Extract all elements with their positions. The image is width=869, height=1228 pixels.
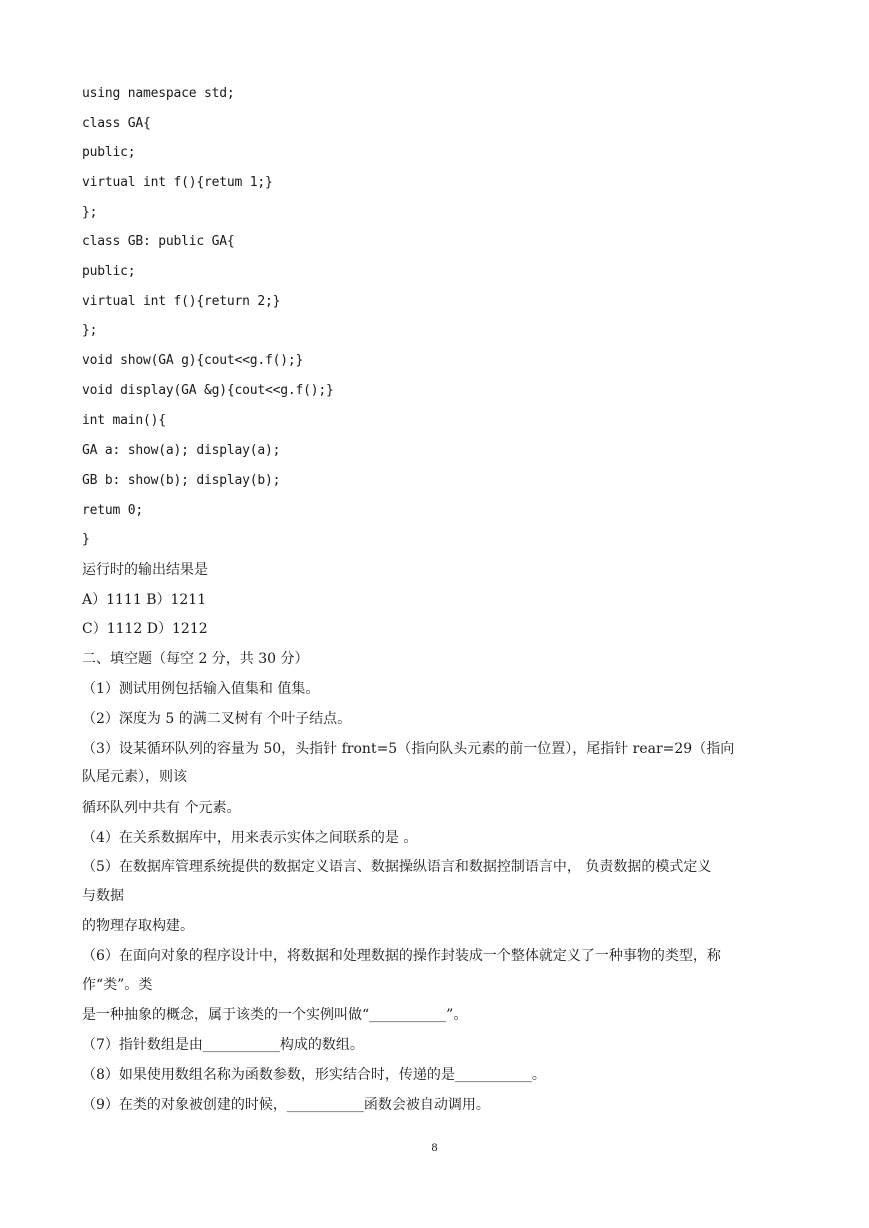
fill-question: 的物理存取构建。 <box>82 918 194 934</box>
code-line: retum 0; <box>82 503 144 518</box>
fill-question: （8）如果使用数组名称为函数参数，形实结合时，传递的是___________。 <box>82 1067 546 1083</box>
code-line: }; <box>82 205 98 220</box>
code-line: }; <box>82 323 98 338</box>
code-line: using namespace std; <box>82 86 235 101</box>
fill-question: 循环队列中共有 个元素。 <box>82 800 241 816</box>
code-line: void show(GA g){cout<<g.f();} <box>82 353 304 368</box>
code-line: public; <box>82 264 136 279</box>
code-line: class GB: public GA{ <box>82 234 235 249</box>
code-line: int main(){ <box>82 413 166 428</box>
section-title: 二、填空题（每空 2 分，共 30 分） <box>82 651 309 667</box>
code-line: GA a: show(a); display(a); <box>82 443 281 458</box>
code-line: virtual int f(){retum 1;} <box>82 175 273 190</box>
fill-question: （4）在关系数据库中，用来表示实体之间联系的是 。 <box>82 830 418 846</box>
question-prompt: 运行时的输出结果是 <box>82 562 208 578</box>
code-line: void display(GA &g){cout<<g.f();} <box>82 383 334 398</box>
fill-question: （3）设某循环队列的容量为 50，头指针 front=5（指向队头元素的前一位置），尾指针 rear=29（指向 <box>82 741 735 757</box>
fill-question: 作“类”。类 <box>82 977 153 993</box>
fill-question: 与数据 <box>82 888 124 904</box>
fill-question: （6）在面向对象的程序设计中，将数据和处理数据的操作封装成一个整体就定义了一种事物的类型，称 <box>82 948 721 964</box>
fill-question: 队尾元素），则该 <box>82 769 187 785</box>
answer-options: A）1111 B）1211 <box>82 592 207 608</box>
fill-question: （9）在类的对象被创建的时候，___________函数会被自动调用。 <box>82 1097 490 1113</box>
fill-question: 是一种抽象的概念，属于该类的一个实例叫做“___________”。 <box>82 1007 468 1023</box>
code-line: virtual int f(){return 2;} <box>82 294 281 309</box>
answer-options: C）1112 D）1212 <box>82 621 208 637</box>
code-line: } <box>82 532 90 547</box>
fill-question: （1）测试用例包括输入值集和 值集。 <box>82 681 320 697</box>
code-line: public; <box>82 145 136 160</box>
code-line: GB b: show(b); display(b); <box>82 473 281 488</box>
fill-question: （5）在数据库管理系统提供的数据定义语言、数据操纵语言和数据控制语言中， 负责数据的模式定义 <box>82 859 712 875</box>
fill-question: （7）指针数组是由___________构成的数组。 <box>82 1037 364 1053</box>
page-number: 8 <box>431 1140 438 1154</box>
fill-question: （2）深度为 5 的满二叉树有 个叶子结点。 <box>82 711 352 727</box>
code-line: class GA{ <box>82 116 151 131</box>
